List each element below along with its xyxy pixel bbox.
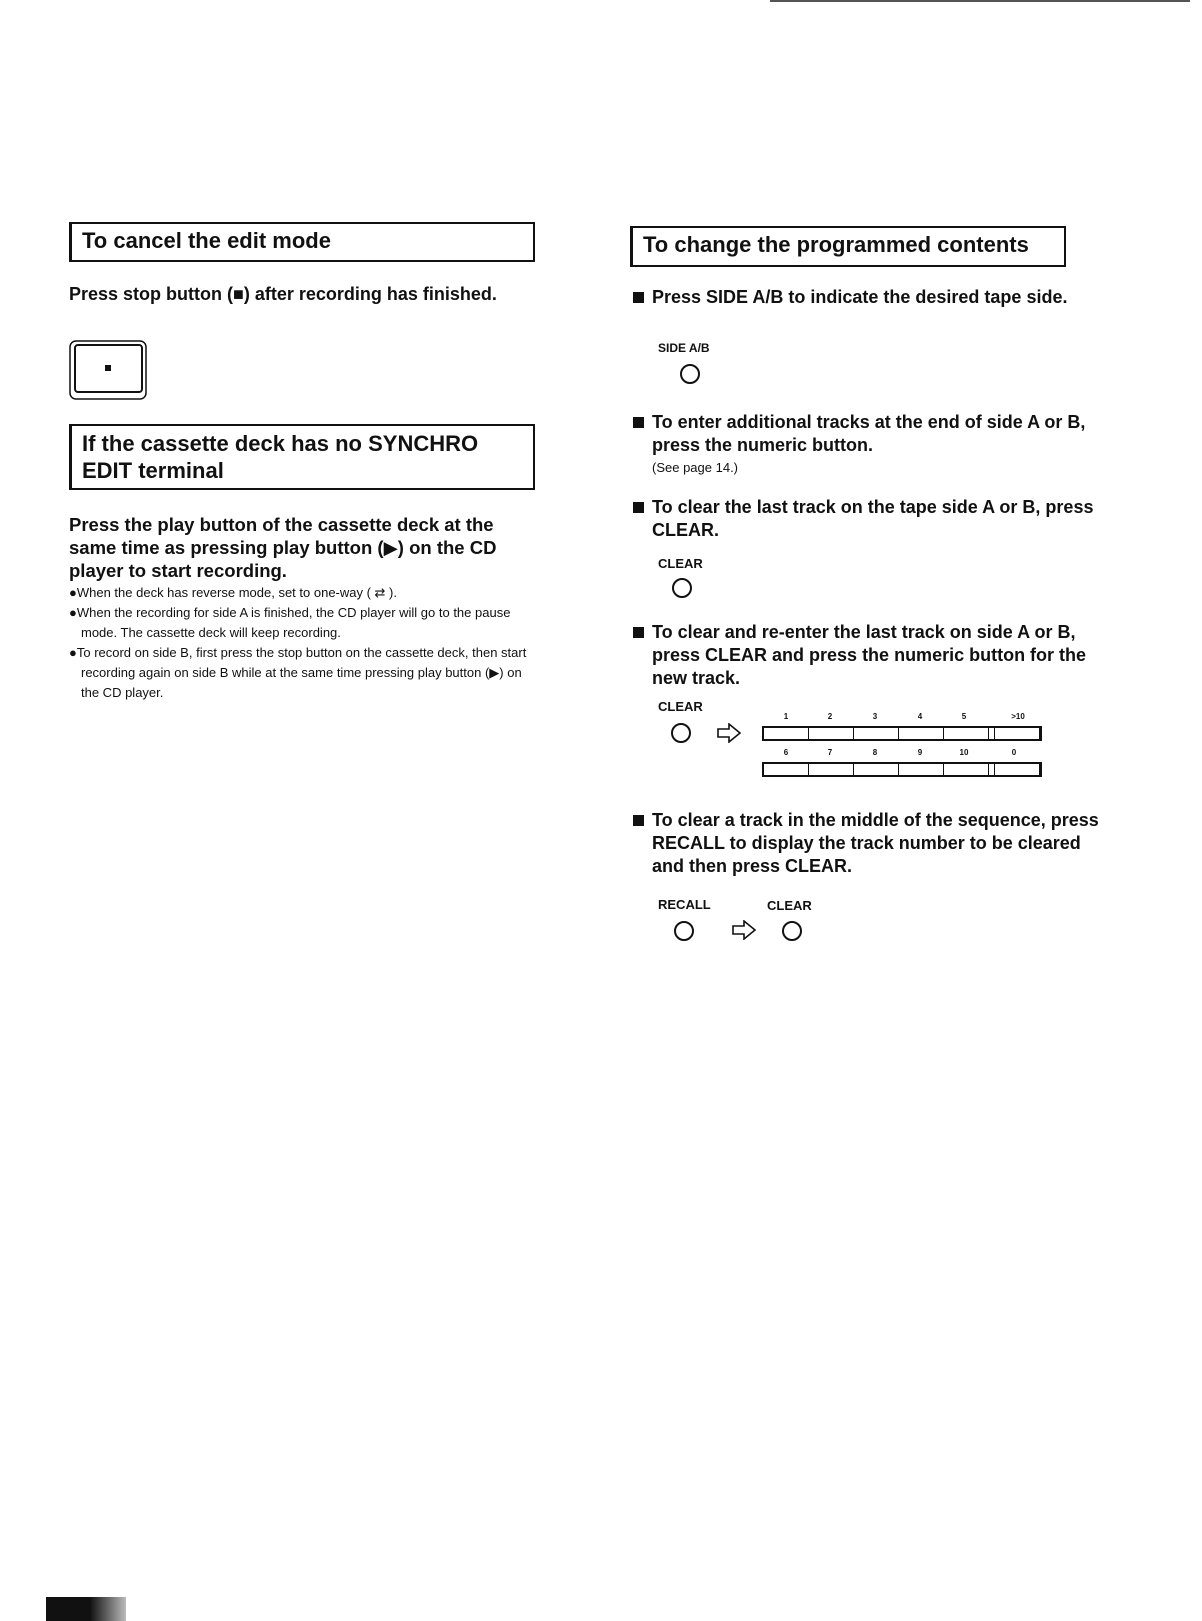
recall-label: RECALL — [658, 897, 711, 912]
key-8-label: 8 — [872, 748, 878, 757]
key-1-label: 1 — [783, 712, 789, 721]
additional-tracks-instruction: To enter additional tracks at the end of side A or B, press the numeric button. — [652, 412, 1086, 455]
keypad-row-bottom[interactable] — [762, 762, 1042, 777]
recall-button[interactable] — [674, 921, 694, 941]
page-tab-mark — [46, 1597, 126, 1621]
bullet — [633, 292, 644, 303]
key-0-label: 0 — [1011, 748, 1017, 757]
top-edge-mark — [770, 0, 1190, 2]
clear-button[interactable] — [782, 921, 802, 941]
key-2-label: 2 — [827, 712, 833, 721]
clear-last-instruction: To clear the last track on the tape side A or B, press CLEAR. — [652, 497, 1094, 540]
key-5-label: 5 — [961, 712, 967, 721]
clear-label: CLEAR — [658, 699, 703, 714]
side-ab-label: SIDE A/B — [658, 341, 710, 355]
clear-middle-instruction: To clear a track in the middle of the sequence, press RECALL to display the track number to be cleared and then press CLEAR. — [652, 810, 1099, 876]
key-9-label: 9 — [917, 748, 923, 757]
key-7-label: 7 — [827, 748, 833, 757]
note-side-a-finished: ●When the recording for side A is finished, the CD player will go to the pause mode. The cassette deck will keep recording. — [69, 605, 511, 640]
clear-button[interactable] — [672, 578, 692, 598]
key-6-label: 6 — [783, 748, 789, 757]
no-synchro-heading-line1: If the cassette deck has no SYNCHRO — [82, 431, 479, 456]
note-record-side-b: ●To record on side B, first press the stop button on the cassette deck, then start recording again on side B while at the same time pressing play button (▶) on the CD player. — [69, 645, 527, 700]
bullet — [633, 627, 644, 638]
side-ab-button[interactable] — [680, 364, 700, 384]
stop-button-illustration — [69, 340, 147, 400]
cancel-instruction: Press stop button (■) after recording has finished. — [69, 284, 497, 304]
right-arrow-icon — [716, 723, 742, 743]
right-arrow-icon — [731, 920, 757, 940]
key-3-label: 3 — [872, 712, 878, 721]
keypad-row-top[interactable] — [762, 726, 1042, 741]
clear-label: CLEAR — [767, 898, 812, 913]
key-10-label: 10 — [959, 748, 969, 757]
no-synchro-instruction: Press the play button of the cassette deck at the same time as pressing play button (▶) on the CD player to start recording. — [69, 514, 497, 581]
no-synchro-notes — [69, 583, 537, 703]
change-program-heading: To change the programmed contents — [630, 226, 1066, 267]
note-reverse-mode: ●When the deck has reverse mode, set to one-way ( ⇄ ). — [69, 585, 397, 600]
no-synchro-heading-line2: EDIT terminal — [82, 458, 224, 483]
clear-reenter-instruction: To clear and re-enter the last track on side A or B, press CLEAR and press the numeric button for the new track. — [652, 622, 1087, 688]
key-4-label: 4 — [917, 712, 923, 721]
see-page-note: (See page 14.) — [652, 460, 739, 475]
clear-label: CLEAR — [658, 556, 703, 571]
bullet — [633, 417, 644, 428]
cancel-edit-heading: To cancel the edit mode — [69, 222, 535, 262]
bullet — [633, 502, 644, 513]
no-synchro-heading — [69, 424, 535, 490]
bullet — [633, 815, 644, 826]
key-gt10-label: >10 — [1011, 712, 1025, 721]
clear-button[interactable] — [671, 723, 691, 743]
side-ab-instruction: Press SIDE A/B to indicate the desired tape side. — [652, 287, 1068, 307]
